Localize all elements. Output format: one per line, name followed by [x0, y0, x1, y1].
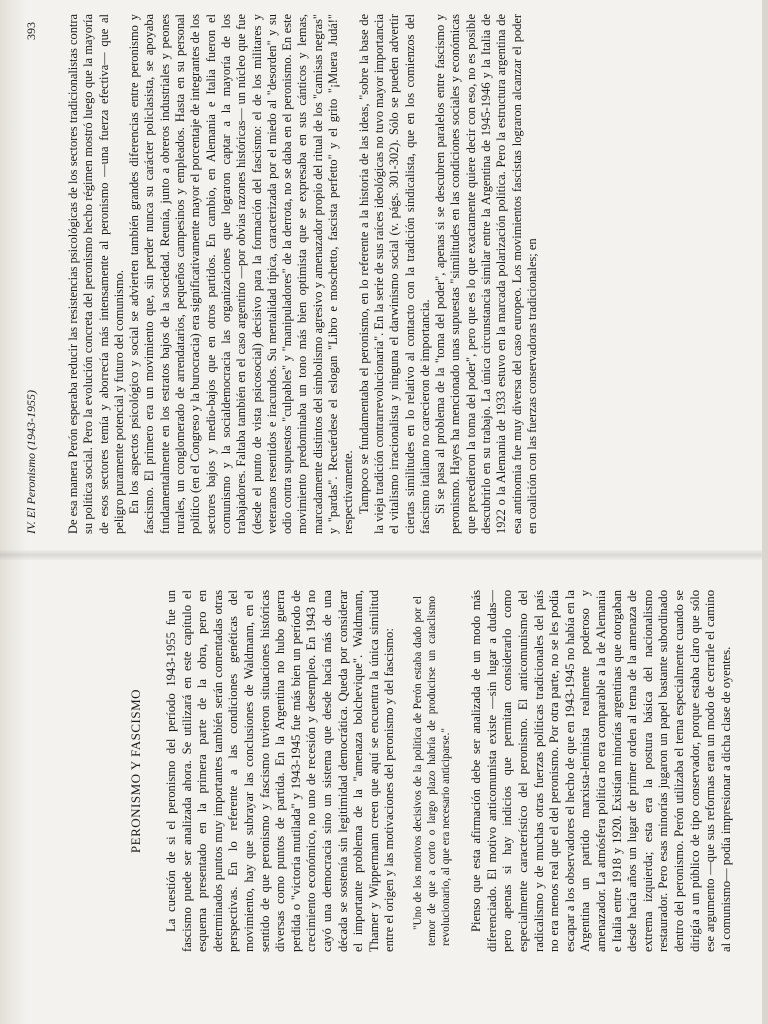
left-paragraph-2: Pienso que esta afirmación debe ser analizada de un modo más diferenciado. El motivo anticomunista existe —sin lugar a dudas— pero apenas si hay indicios que permitan considerarlo como especialmente característico del peronismo. El anticomunismo del radicalismo y de muchas otras fuerzas políticas tradicionales del país no era menos real que el del peronismo. Por otra parte, no se les podía escapar a los observadores el hecho de que en 1943-1945 no había en la Argentina un partido marxista-leninista realmente poderoso y amenazador. La atmósfera política no era comparable a la de Alemania e Italia entre 1918 y 1920. Existían minorías argentinas que otorgaban desde hacía años un lugar de primer orden al tema de la amenaza de extrema izquierda; esta era la postura básica del nacionalismo restaurador. Pero esas minorías jugaron un papel bastante subordinado dentro del peronismo. Perón utilizaba el tema especialmente cuando se dirigía a un público de tipo conservador, porque estaba claro que sólo ese argumento —que sus reformas eran un modo de cerrarle el camino al comunismo— podía impresionar a dicha clase de oyentes. [469, 590, 733, 952]
right-paragraph-1: De esa manera Perón esperaba reducir las resistencias psicológicas de los sectores tradicionalistas contra su política social. Pero la evolución concreta del peronismo hecho régimen mostró luego que la mayoría de esos sectores temía y aborrecía más intensamente al peronismo —una fuerza efectiva— que al peligro puramente potencial y futuro del comunismo. [66, 14, 126, 534]
right-paragraph-4: Si se pasa al problema de la "toma del poder", apenas si se descubren paralelos entre fascismo y peronismo. Hayes ha mencionado unas supuestas "similitudes en las condiciones sociales y económicas que precedieron la toma del poder", pero que es lo que exactamente quiere decir con eso, no es posible descubrirlo en su trabajo. La única circunstancia similar entre la Argentina de 1945-1946 y la Italia de 1922 o la Alemania de 1933 estuvo en la marcada polarización política. Pero la estructura argentina de esa antinomia fue muy diversa del caso europeo. Los movimientos fascistas lograron alcanzar el poder en coalición con las fuerzas conservadoras tradicionales; en [433, 14, 539, 534]
right-paragraph-2: En los aspectos psicológico y social se advierten también grandes diferencias entre peronismo y fascismo. El primero era un movimiento que, sin perder nunca su carácter policlasista, se apoyaba fundamentalmente en los estratos bajos de la sociedad. Reunía, junto a obreros industriales y peones rurales, un conglomerado de arrendatarios, pequeños campesinos y empleados. Hasta en su personal político (en el Congreso y la burocracia) era significativamente mayor el porcentaje de integrantes de los sectores bajos y medio-bajos que en otros partidos. En cambio, en Alemania e Italia fueron el comunismo y la socialdemocracia las organizaciones que lograron captar a la mayoría de los trabajadores. Faltaba también en el caso argentino —por obvias razones históricas— un núcleo que fue (desde el punto de vista psicosocial) decisivo para la formación del fascismo: el de los militares y veteranos resentidos e iracundos. Su mentalidad típica, caracterizada por el miedo al "desorden" y su odio contra supuestos "culpables" y "manipuladores" de la derrota, no se daba en el peronismo. En este movimiento predominaba un tono más bien optimista que se expresaba en sus cánticos y lemas, marcadamente distintos del simbolismo agresivo y amenazador propio del ritual de los "camisas negras" y "pardas". Recuérdese el eslogan "Libro e moschetto, fascista perfetto" y el grito "¡Muera Judá!" respectivamente. [127, 14, 356, 534]
left-page [0, 554, 768, 1024]
left-paragraph-1: La cuestión de si el peronismo del período 1943-1955 fue un fascismo puede ser analizada ahora. Se utilizará en este capítulo el esquema presentado en la primera parte de la obra, pero en determinados puntos muy importantes también serán comentadas otras perspectivas. En lo referente a las condiciones genéticas del movimiento, hay que subrayar las conclusiones de Waldmann, en el sentido de que peronismo y fascismo tuvieron situaciones históricas diversas como puntos de partida. En la Argentina no hubo guerra perdida o "victoria mutilada" y 1943-1945 fue más bien un período de crecimiento económico, no uno de recesión y desempleo. En 1943 no cayó una democracia sino un sistema que desde hacía más de una década se sostenía sin legitimidad democrática. Queda por considerar el importante problema de la "amenaza bolchevique". Waldmann, Thamer y Wippermann creen que aquí se encuentra la única similitud entre el origen y las motivaciones del peronismo y del fascismo: [164, 590, 397, 952]
right-paragraph-3: Tampoco se fundamentaba el peronismo, en lo referente a la historia de las ideas, "sobre la base de la vieja tradición contrarrevolucionaria". En la serie de sus raíces ideológicas no tuvo mayor importancia el vitalismo irracionalista y ninguna el darwinismo social (v. págs. 301-302). Sólo se pueden advertir ciertas similitudes en lo relativo al contacto con la tradición sindicalista, que en los comienzos del fascismo italiano no carecieron de importancia. [356, 14, 432, 534]
running-head-title: IV. El Peronismo (1943-1955) [24, 390, 38, 534]
page-bottom-edge [762, 0, 768, 1024]
page-number: 393 [24, 22, 38, 40]
block-quote: "Uno de los motivos decisivos de la política de Perón estaba dado por el temor de que a corto o largo plazo habría de producirse un cataclismo revolucionario, al que era necesario anticiparse." [411, 596, 452, 946]
right-page-body [66, 14, 540, 534]
section-title: PERONISMO Y FASCISMO [128, 688, 143, 854]
running-head [24, 14, 42, 534]
